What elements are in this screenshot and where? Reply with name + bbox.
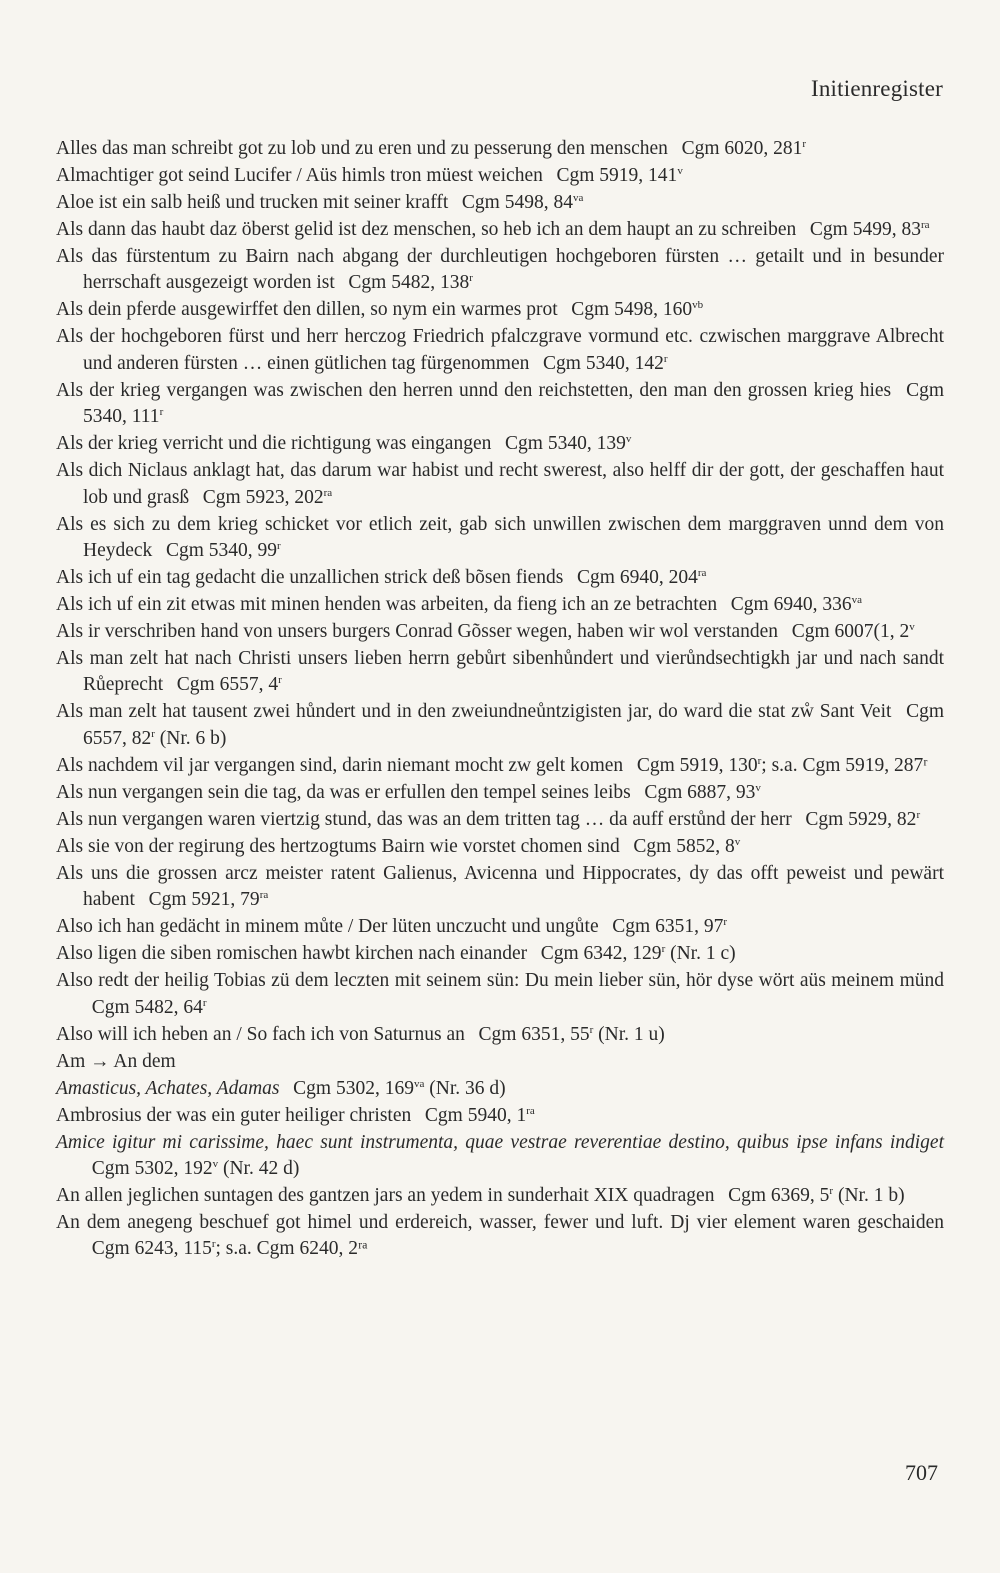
folio-side-superscript: va bbox=[413, 1077, 425, 1090]
entry-initium: Almachtiger got seind Lucifer / Aüs himls tron müest weichen bbox=[56, 165, 543, 186]
folio-side-superscript: ra bbox=[526, 1104, 535, 1117]
entry-initium: Als dann das haubt daz öberst gelid ist dez menschen, so heb ich an dem haupt an zu schreiben bbox=[56, 219, 797, 240]
index-entry bbox=[56, 431, 944, 457]
index-entry bbox=[56, 324, 944, 377]
entry-shelfmark: Cgm 5340, 139 bbox=[505, 433, 626, 455]
entry-note: (Nr. 36 d) bbox=[424, 1077, 506, 1099]
entry-shelfmark: Cgm 5340, 142 bbox=[543, 352, 664, 374]
folio-side-superscript: r bbox=[278, 674, 282, 687]
folio-side-superscript: r bbox=[589, 1023, 594, 1036]
entry-initium: Amice igitur mi carissime, haec sunt instrumenta, quae vestrae reverentiae destino, quibus ipse infans indiget bbox=[56, 1131, 944, 1153]
folio-side-superscript: r bbox=[202, 996, 207, 1009]
entry-shelfmark: Cgm 5498, 84 bbox=[461, 192, 573, 213]
index-entry bbox=[56, 592, 944, 618]
entry-shelfmark: Cgm 5482, 138 bbox=[348, 272, 470, 294]
index-entry bbox=[56, 244, 944, 297]
entry-note: (Nr. 1 c) bbox=[665, 943, 736, 965]
entry-shelfmark: Cgm 5852, 8 bbox=[633, 835, 735, 857]
index-entry bbox=[56, 217, 944, 243]
folio-side-superscript: r bbox=[829, 1185, 834, 1198]
entry-initium: Alles das man schreibt got zu lob und zu eren und zu pesserung den menschen bbox=[56, 138, 668, 159]
folio-side-superscript: v bbox=[909, 621, 915, 634]
entry-initium: Also will ich heben an / So fach ich von Saturnus an bbox=[56, 1023, 465, 1045]
entry-shelfmark: Cgm 6243, 115 bbox=[91, 1238, 212, 1260]
entry-shelfmark: Cgm 5499, 83 bbox=[809, 219, 921, 240]
entry-initium: Als ich uf ein tag gedacht die unzallichen strick deß bõsen fiends bbox=[56, 567, 564, 589]
entry-shelfmark: Cgm 6342, 129 bbox=[540, 943, 662, 965]
entry-shelfmark: Cgm 5923, 202 bbox=[202, 486, 324, 508]
folio-side-superscript: r bbox=[159, 406, 164, 419]
folio-side-superscript: r bbox=[469, 272, 473, 285]
folio-side-superscript: va bbox=[572, 192, 584, 204]
entry-initium: Als nachdem vil jar vergangen sind, darin niemant mocht zw gelt komen bbox=[56, 754, 624, 776]
folio-side-superscript: v bbox=[755, 781, 761, 794]
entry-note: ; s.a. Cgm 5919, 287ʳ bbox=[761, 754, 928, 776]
entry-shelfmark: Cgm 6557, 4 bbox=[176, 674, 279, 696]
entry-shelfmark: Cgm 5498, 160 bbox=[571, 299, 693, 321]
index-entry bbox=[56, 646, 944, 699]
entry-initium: Also ligen die siben romischen hawbt kirchen nach einander bbox=[56, 943, 528, 965]
entry-shelfmark: Cgm 5302, 169 bbox=[293, 1077, 414, 1099]
folio-side-superscript: r bbox=[211, 1238, 216, 1251]
entry-shelfmark: Cgm 5919, 141 bbox=[556, 165, 678, 186]
folio-side-superscript: ra bbox=[323, 486, 333, 499]
index-entry bbox=[56, 1183, 944, 1209]
folio-side-superscript: r bbox=[916, 808, 921, 821]
folio-side-superscript: r bbox=[151, 727, 155, 740]
entry-shelfmark: Cgm 6940, 204 bbox=[577, 567, 698, 589]
entry-shelfmark: Cgm 5302, 192 bbox=[91, 1158, 213, 1180]
entry-initium: Als man zelt hat tausent zwei hůndert und in den zweiundneůntzigisten jar, do ward die stat zẘ Sant Veit bbox=[56, 701, 892, 723]
index-entry bbox=[56, 968, 944, 1021]
page-number: 707 bbox=[905, 1460, 938, 1485]
folio-side-superscript: r bbox=[663, 352, 668, 365]
index-entry bbox=[56, 1210, 944, 1263]
entry-shelfmark: Cgm 6020, 281 bbox=[681, 138, 803, 159]
entry-note: (Nr. 6 b) bbox=[154, 727, 227, 749]
folio-side-superscript: v bbox=[677, 165, 683, 177]
index-entry bbox=[56, 1130, 944, 1183]
folio-side-superscript: r bbox=[661, 943, 666, 956]
entry-initium: Als uns die grossen arcz meister ratent Galienus, Avicenna und Hippocrates, dy das offt peweist und pewärt habent bbox=[56, 862, 944, 911]
index-entry bbox=[56, 941, 944, 967]
index-entry bbox=[56, 699, 944, 752]
index-entry bbox=[56, 1103, 944, 1129]
index-entry bbox=[56, 807, 944, 833]
entry-shelfmark: Cgm 6351, 97 bbox=[612, 916, 724, 938]
index-entry bbox=[56, 297, 944, 323]
folio-side-superscript: va bbox=[851, 594, 862, 607]
entry-shelfmark: Cgm 5921, 79 bbox=[148, 889, 260, 911]
folio-side-superscript: r bbox=[757, 754, 762, 767]
entry-initium: Als dich Niclaus anklagt hat, das darum war habist und recht swerest, also helff dir der gott, der geschaffen haut lob und grasß bbox=[56, 460, 944, 508]
index-entry bbox=[56, 753, 944, 779]
entry-shelfmark: Cgm 5929, 82 bbox=[805, 808, 917, 830]
index-entry bbox=[56, 914, 944, 940]
index-entry bbox=[56, 136, 944, 162]
index-entry bbox=[56, 1049, 944, 1075]
index-entry bbox=[56, 458, 944, 511]
folio-side-superscript: v bbox=[212, 1158, 219, 1171]
folio-side-superscript: ra bbox=[920, 219, 930, 231]
index-entry bbox=[56, 512, 944, 565]
index-entry bbox=[56, 834, 944, 860]
index-entry bbox=[56, 861, 944, 914]
entry-initium: Als es sich zu dem krieg schicket vor etlich zeit, gab sich unwillen zwischen dem marggraven unnd dem von Heydeck bbox=[56, 513, 944, 562]
folio-side-superscript: v bbox=[734, 835, 741, 848]
entry-initium: Amasticus, Achates, Adamas bbox=[56, 1077, 280, 1099]
entry-initium: Ambrosius der was ein guter heiliger christen bbox=[56, 1104, 412, 1126]
index-entry bbox=[56, 163, 944, 189]
index-entry bbox=[56, 378, 944, 431]
index-entry bbox=[56, 780, 944, 806]
folio-side-superscript: r bbox=[802, 138, 807, 150]
entry-note: (Nr. 1 u) bbox=[593, 1023, 665, 1045]
folio-side-superscript: vb bbox=[692, 299, 704, 312]
index-entry bbox=[56, 190, 944, 216]
entry-initium: Als der krieg verricht und die richtigung was eingangen bbox=[56, 433, 492, 455]
entry-initium: Also ich han gedächt in minem můte / Der lüten unczucht und ungůte bbox=[56, 916, 599, 938]
entry-initium: An dem anegeng beschuef got himel und erdereich, wasser, fewer und luft. Dj vier element waren geschaiden bbox=[56, 1212, 944, 1234]
entry-shelfmark: Cgm 5482, 64 bbox=[91, 996, 203, 1018]
entry-initium: Aloe ist ein salb heiß und trucken mit seiner krafft bbox=[56, 192, 449, 213]
index-entry bbox=[56, 565, 944, 591]
entry-initium: Als ir verschriben hand von unsers burgers Conrad Gõsser wegen, haben wir wol verstanden bbox=[56, 621, 779, 643]
entry-shelfmark: Cgm 6940, 336 bbox=[730, 594, 852, 616]
entry-initium: Als der krieg vergangen was zwischen den herren unnd den reichstetten, den man den grossen krieg hies bbox=[56, 379, 892, 401]
entry-shelfmark: Cgm 5340, 99 bbox=[165, 540, 278, 562]
entry-note: (Nr. 1 b) bbox=[833, 1185, 905, 1207]
entry-shelfmark: Cgm 6369, 5 bbox=[728, 1185, 830, 1207]
entry-initium: Als sie von der regirung des hertzogtums Bairn wie vorstet chomen sind bbox=[56, 835, 620, 857]
entry-shelfmark: Cgm 6887, 93 bbox=[644, 781, 756, 803]
running-head: Initienregister bbox=[810, 76, 943, 101]
entry-initium: Als nun vergangen sein die tag, da was er erfullen den tempel seines leibs bbox=[56, 781, 631, 803]
folio-side-superscript: ra bbox=[697, 567, 707, 580]
folio-side-superscript: r bbox=[277, 540, 281, 553]
entry-initium: Als dein pferde ausgewirffet den dillen, so nym ein warmes prot bbox=[56, 299, 558, 321]
entry-initium: Am → An dem bbox=[56, 1050, 176, 1072]
entry-shelfmark: Cgm 5919, 130 bbox=[636, 754, 758, 776]
index-entry-list bbox=[56, 136, 944, 1263]
entry-shelfmark: Cgm 6007(1, 2 bbox=[791, 621, 910, 643]
entry-initium: Als nun vergangen waren viertzig stund, das was an dem tritten tag … da auff erstůnd der herr bbox=[56, 808, 792, 830]
entry-shelfmark: Cgm 6557, 82 bbox=[83, 701, 945, 749]
entry-initium: Als der hochgeboren fürst und herr herczog Friedrich pfalczgrave vormund etc. czwischen marggrave Albrecht und anderen fürsten … einen gütlichen tag fürgenommen bbox=[56, 326, 944, 374]
index-entry bbox=[56, 1022, 944, 1048]
entry-shelfmark: Cgm 5940, 1 bbox=[424, 1104, 527, 1126]
entry-initium: Als das fürstentum zu Bairn nach abgang der durchleutigen hochgeboren fürsten … getailt und in besunder herrschaft ausgezeigt worden ist bbox=[56, 246, 944, 294]
folio-side-superscript: ra bbox=[259, 889, 269, 902]
entry-shelfmark: Cgm 6351, 55 bbox=[478, 1023, 590, 1045]
folio-side-superscript: r bbox=[723, 916, 727, 929]
folio-side-superscript: v bbox=[625, 433, 632, 446]
index-entry bbox=[56, 619, 944, 645]
entry-initium: Also redt der heilig Tobias zü dem leczten mit seinem sün: Du mein lieber sün, hör dyse wört aüs meinem münd bbox=[56, 970, 944, 992]
entry-initium: Als ich uf ein zit etwas mit minen henden was arbeiten, da fieng ich an ze betrachten bbox=[56, 594, 718, 616]
entry-initium: An allen jeglichen suntagen des gantzen jars an yedem in sunderhait XIX quadragen bbox=[56, 1185, 715, 1207]
index-entry bbox=[56, 1076, 944, 1102]
entry-shelfmark: Cgm 5340, 111 bbox=[83, 379, 945, 428]
entry-initium: Als man zelt hat nach Christi unsers lieben herrn gebůrt sibenhůndert und vierůndsechtigkh jar und nach sandt Růeprecht bbox=[56, 648, 944, 696]
entry-note: (Nr. 42 d) bbox=[218, 1158, 300, 1180]
entry-note: ; s.a. Cgm 6240, 2ʳᵃ bbox=[215, 1238, 368, 1260]
